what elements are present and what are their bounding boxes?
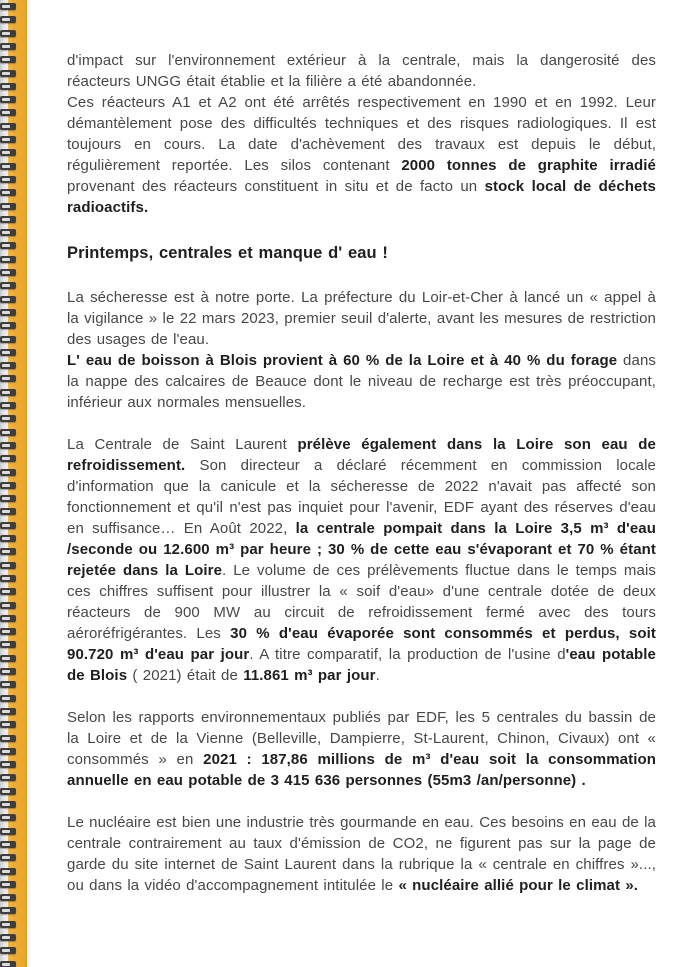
text-run: ( 2021) était de	[127, 667, 244, 684]
text-run: Selon les rapports environnementaux publiés par EDF, les 5 centrales du bassin de la Loire et de la Vienne (Belleville, Dampierre, St-Laurent, Chinon, Civaux) ont « consommés » en	[67, 709, 656, 768]
text-run: d'impact sur l'environnement extérieur à la centrale, mais la dangerosité des réacteurs UNGG était établie et la filière a été abandonnée.	[67, 52, 656, 90]
body-paragraph	[67, 707, 656, 791]
body-paragraph	[67, 50, 656, 92]
bold-text-run: « nucléaire allié pour le climat ».	[398, 877, 639, 894]
spiral-ring-icon	[0, 907, 16, 914]
spiral-ring-icon	[0, 921, 16, 928]
bold-text-run: L' eau de boisson à Blois provient à 60 % de la Loire et à 40 % du forage	[67, 352, 618, 369]
spiral-ring-icon	[0, 961, 16, 967]
text-run: provenant des réacteurs constituent in situ et de facto un	[67, 178, 485, 195]
bold-text-run: 11.861 m³ par jour	[243, 667, 376, 684]
text-run: dans la nappe des calcaires de Beauce dont le niveau de recharge est très préoccupant, inférieur aux normales mensuelles.	[67, 352, 656, 411]
bold-text-run: 2021 : 187,86 millions de m³ d'eau soit la consommation annuelle en eau potable de 3 415 636 personnes (55m3 /an/personne) .	[67, 751, 656, 789]
bold-text-run: 'eau potable de Blois	[67, 646, 656, 684]
bold-text-run: stock local de déchets radioactifs.	[67, 178, 657, 216]
text-run: Ces réacteurs A1 et A2 ont été arrêtés respectivement en 1990 et en 1992. Leur démantèlement pose des difficultés techniques et des risques radiologiques. Il est toujours en cours. La date d'achèvement des travaux est depuis le début, régulièrement reportée. Les silos contenant	[67, 94, 656, 174]
spiral-ring-icon	[0, 947, 16, 954]
bold-text-run: Printemps, centrales et manque d' eau !	[67, 244, 388, 262]
bold-text-run: la centrale pompait dans la Loire 3,5 m³ d'eau /seconde ou 12.600 m³ par heure ; 30 % de cette eau s'évaporant et 70 % étant rejetée dans la Loire	[67, 520, 656, 579]
spiral-ring-icon	[0, 934, 16, 941]
text-run: . Le volume de ces prélèvements fluctue dans le temps mais ces chiffres suffisent pour illustrer la « soif d'eau» d'une centrale dotée de deux réacteurs de 900 MW au circuit de refroidissement fermé avec des tours aéroréfrigérantes. Les	[67, 562, 656, 642]
text-run: Le nucléaire est bien une industrie très gourmande en eau. Ces besoins en eau de la centrale contrairement au taux d'émission de CO2, ne figurent pas sur la page de garde du site internet de Saint Laurent dans la rubrique la « centrale en chiffres »..., ou dans la vidéo d'accompagnement intitulée le	[67, 814, 656, 894]
bold-text-run: prélève également dans la Loire son eau de refroidissement.	[67, 436, 656, 474]
section-heading	[67, 242, 656, 264]
body-paragraph	[67, 434, 656, 686]
body-paragraph	[67, 287, 656, 350]
text-run: .	[375, 667, 380, 684]
text-run: La Centrale de Saint Laurent	[67, 436, 298, 453]
body-paragraph	[67, 350, 656, 413]
bold-text-run: 2000 tonnes de graphite irradié	[401, 157, 656, 174]
text-run: . A titre comparatif, la production de l'usine d	[249, 646, 566, 663]
body-paragraph	[67, 92, 656, 218]
body-paragraph	[67, 812, 656, 896]
text-run: La sécheresse est à notre porte. La préfecture du Loir-et-Cher à lancé un « appel à la vigilance » le 22 mars 2023, premier seuil d'alerte, avant les mesures de restriction des usages de l'eau.	[67, 289, 656, 348]
text-run: Son directeur a déclaré récemment en commission locale d'information que la canicule et la sécheresse de 2022 n'avait pas affecté son fonctionnement et qu'il n'est pas inquiet pour l'avenir, EDF ayant des réserves d'eau en suffisance… En Août 2022,	[67, 457, 656, 537]
bold-text-run: 30 % d'eau évaporée sont consommés et perdus, soit 90.720 m³ d'eau par jour	[67, 625, 656, 663]
